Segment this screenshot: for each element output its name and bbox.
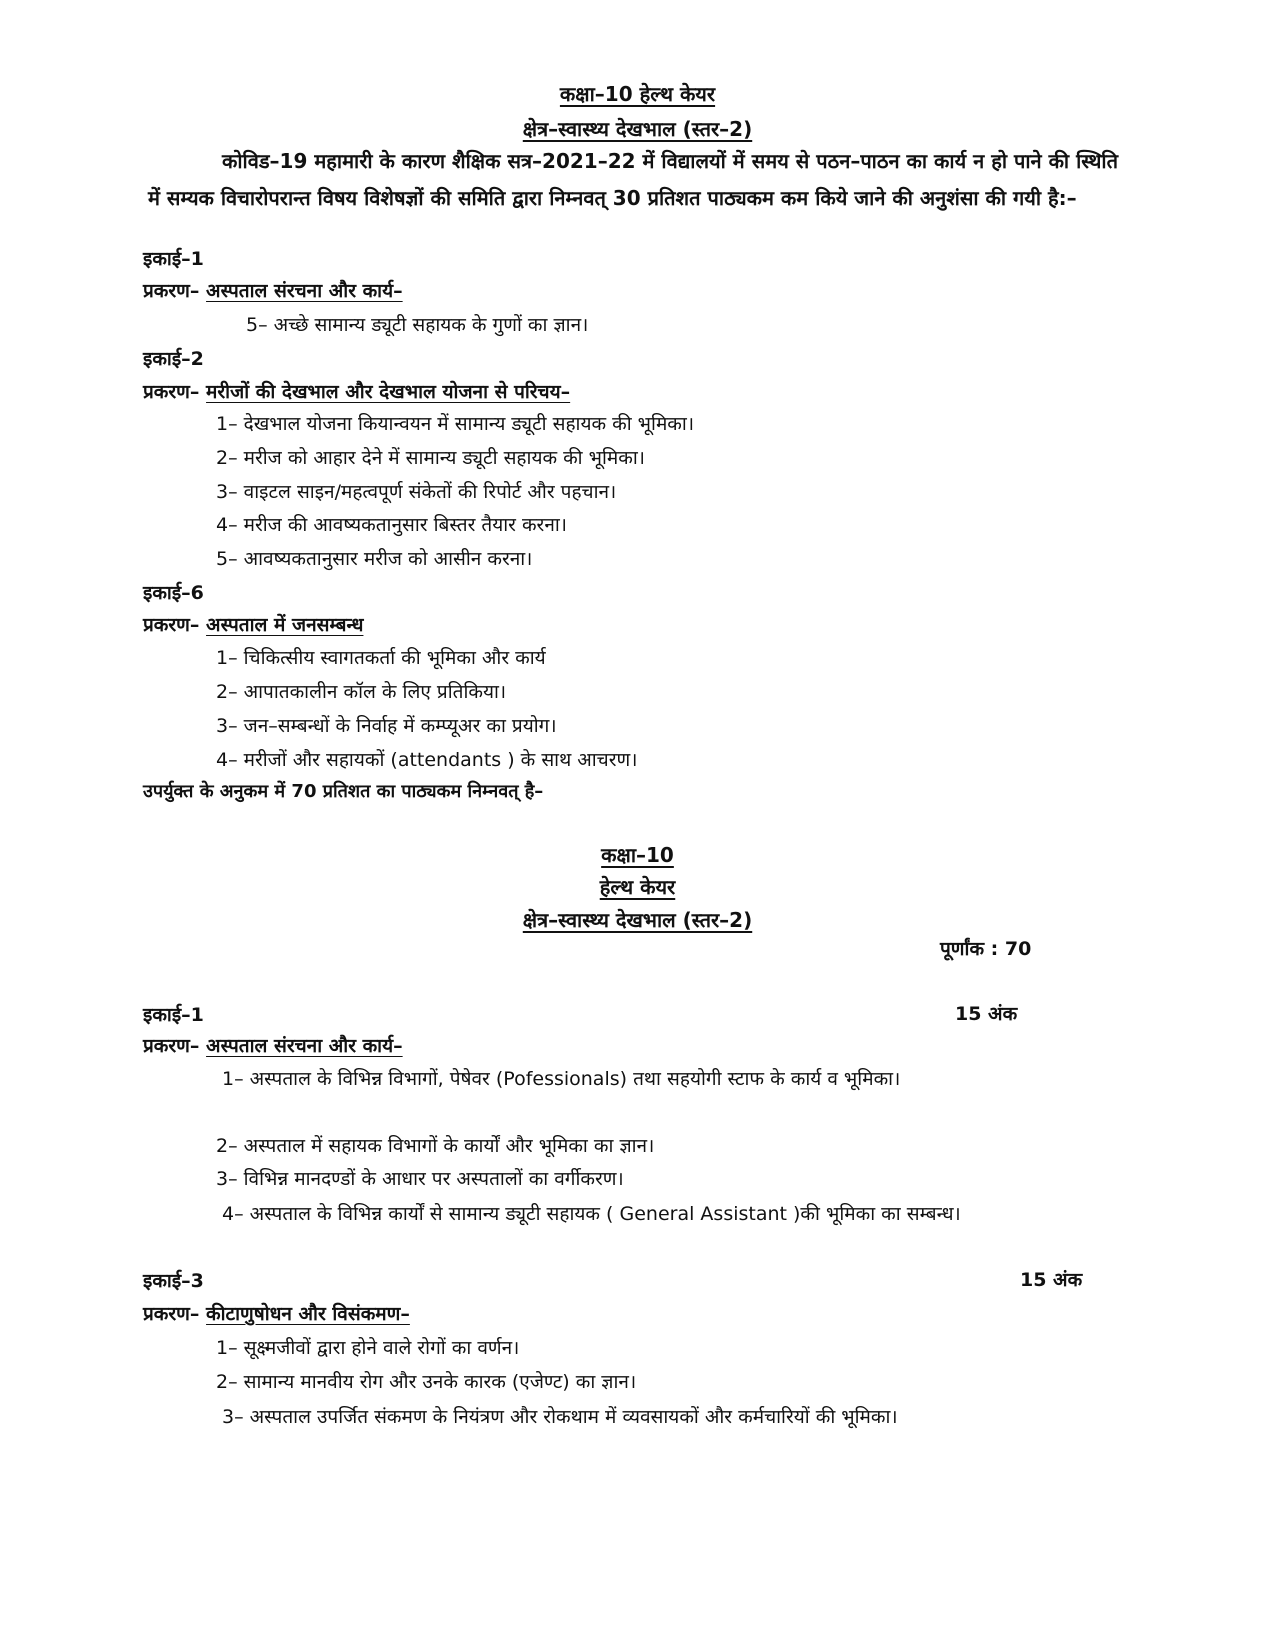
reduced-item: 5– आवष्यकतानुसार मरीज को आसीन करना। (216, 548, 533, 570)
reduced-item: 3– वाइटल साइन/महत्वपूर्ण संकेतों की रिपोर्ट और पहचान। (216, 481, 617, 503)
topic-prefix: प्रकरण– (143, 381, 200, 403)
page-subtitle: क्षेत्र–स्वास्थ्य देखभाल (स्तर–2) (522, 117, 753, 141)
transition-note: उपर्युक्त के अनुकम में 70 प्रतिशत का पाठ्यकम निम्नवत् है– (143, 781, 544, 802)
unit-item: 2– सामान्य मानवीय रोग और उनके कारक (एजेण्ट) का ज्ञान। (216, 1371, 637, 1393)
topic-title: अस्पताल में जनसम्बन्ध (206, 614, 364, 636)
reduced-unit-heading: इकाई–6 (143, 582, 204, 604)
reduced-item: 1– चिकित्सीय स्वागतकर्ता की भूमिका और कार्य (216, 647, 546, 669)
reduced-item: 4– मरीज की आवष्यकतानुसार बिस्तर तैयार करना। (216, 514, 567, 536)
unit-marks: 15 अंक (955, 1003, 1018, 1025)
reduced-unit-heading: इकाई–2 (143, 348, 204, 370)
reduced-topic-line (143, 614, 363, 637)
topic-prefix: प्रकरण– (143, 1035, 200, 1057)
topic-prefix: प्रकरण– (143, 614, 200, 636)
unit-item: 1– सूक्ष्मजीवों द्वारा होने वाले रोगों का वर्णन। (216, 1337, 520, 1359)
topic-title: कीटाणुषोधन और विसंकमण– (206, 1303, 410, 1325)
unit-item: 3– विभिन्न मानदण्डों के आधार पर अस्पतालों का वर्गीकरण। (216, 1168, 624, 1190)
intro-paragraph (148, 143, 1118, 217)
unit-heading: इकाई–1 (143, 1004, 204, 1026)
section-area: क्षेत्र–स्वास्थ्य देखभाल (स्तर–2) (522, 908, 753, 932)
topic-prefix: प्रकरण– (143, 1303, 200, 1325)
topic-title: अस्पताल संरचना और कार्य– (206, 1035, 403, 1057)
unit-item: 3– अस्पताल उपर्जित संकमण के नियंत्रण और रोकथाम में व्यवसायकों और कर्मचारियों की भूमिका। (222, 1406, 898, 1428)
unit-item: 1– अस्पताल के विभिन्न विभागों, पेषेवर (Pofessionals) तथा सहयोगी स्टाफ के कार्य व भूमिका। (222, 1068, 901, 1090)
unit-heading: इकाई–3 (143, 1270, 204, 1292)
reduced-item: 3– जन–सम्बन्धों के निर्वाह में कम्प्यूअर का प्रयोग। (216, 715, 557, 737)
unit-item: 4– अस्पताल के विभिन्न कार्यों से सामान्य ड्यूटी सहायक ( General Assistant )की भूमिका का सम्बन्ध। (222, 1203, 961, 1225)
max-marks: पूर्णांक : 70 (940, 938, 1032, 960)
page-title: कक्षा–10 हेल्थ केयर (559, 82, 716, 106)
topic-line (143, 1035, 403, 1058)
reduced-item: 4– मरीजों और सहायकों (attendants ) के साथ आचरण। (216, 749, 638, 771)
section-subject: हेल्थ केयर (599, 875, 676, 899)
topic-prefix: प्रकरण– (143, 280, 200, 302)
reduced-item: 2– मरीज को आहार देने में सामान्य ड्यूटी सहायक की भूमिका। (216, 447, 646, 469)
reduced-item: 1– देखभाल योजना कियान्वयन में सामान्य ड्यूटी सहायक की भूमिका। (216, 413, 695, 435)
reduced-topic-line (143, 381, 570, 404)
topic-line (143, 1303, 410, 1326)
intro-text: कोविड–19 महामारी के कारण शैक्षिक सत्र–2021–22 में विद्यालयों में समय से पठन–पाठन का कार्य न हो पाने की स्थिति में सम्यक विचारोपरान्त विषय विशेषज्ञों की समिति द्वारा निम्नवत् 30 प्रतिशत पाठ्यकम कम किये जाने की अनुशंसा की गयी है:– (148, 149, 1118, 210)
unit-marks: 15 अंक (1020, 1269, 1083, 1291)
unit-item: 2– अस्पताल में सहायक विभागों के कार्यों और भूमिका का ज्ञान। (216, 1135, 655, 1157)
reduced-topic-line (143, 280, 403, 303)
topic-title: मरीजों की देखभाल और देखभाल योजना से परिचय– (206, 381, 571, 403)
reduced-unit-heading: इकाई–1 (143, 248, 204, 270)
section-class: कक्षा–10 (601, 843, 674, 867)
reduced-item: 2– आपातकालीन कॉल के लिए प्रतिकिया। (216, 681, 507, 703)
topic-title: अस्पताल संरचना और कार्य– (206, 280, 403, 302)
reduced-item: 5– अच्छे सामान्य ड्यूटी सहायक के गुणों का ज्ञान। (246, 314, 589, 336)
